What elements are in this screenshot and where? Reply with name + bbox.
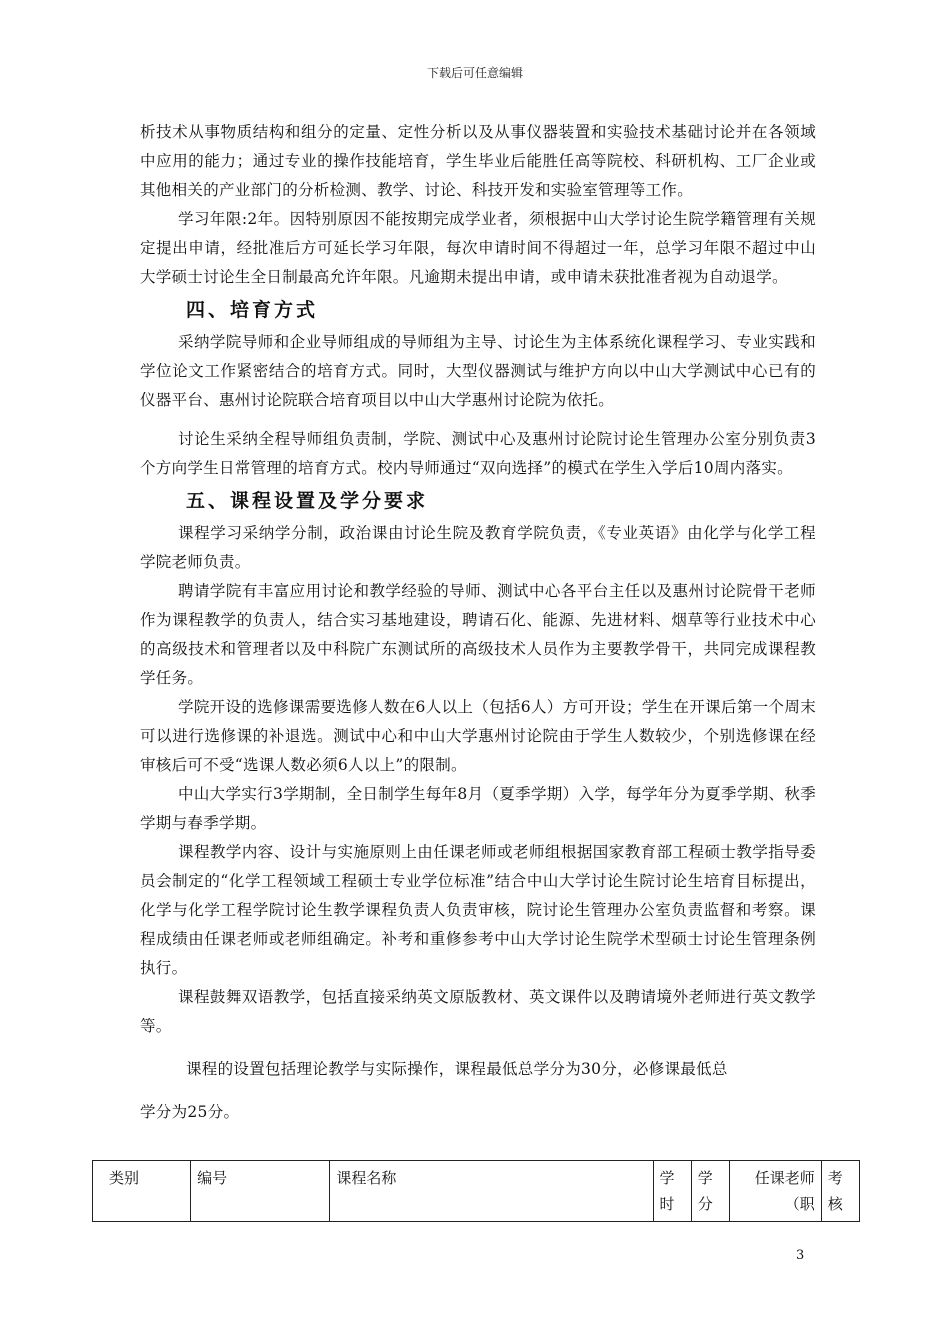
header-credits: 学分 — [691, 1161, 729, 1222]
header-course-name: 课程名称 — [330, 1161, 653, 1222]
header-hours: 学时 — [653, 1161, 691, 1222]
header-exam: 考核 — [821, 1161, 859, 1222]
course-table — [92, 1160, 860, 1222]
section-4-paragraph: 采纳学院导师和企业导师组成的导师组为主导、讨论生为主体系统化课程学习、专业实践和学位论文工作紧密结合的培育方式。同时，大型仪器测试与维护方向以中山大学测试中心已有的仪器平台、惠州讨论院联合培育项目以中山大学惠州讨论院为依托。 — [140, 333, 816, 409]
document-body — [140, 118, 816, 1127]
header-number: 编号 — [191, 1161, 330, 1222]
page-number: 3 — [796, 1248, 805, 1263]
table-header-row — [93, 1161, 860, 1222]
credit-requirement-line: 课程的设置包括理论教学与实际操作，课程最低总学分为30分，必修课最低总 — [186, 1060, 728, 1078]
header-category: 类别 — [93, 1161, 191, 1222]
header-teacher: 任课老师（职 — [729, 1161, 821, 1222]
section-5-paragraph: 课程教学内容、设计与实施原则上由任课老师或老师组根据国家教育部工程硕士教学指导委员会制定的“化学工程领域工程硕士专业学位标准”结合中山大学讨论生院讨论生培育目标提出，化学与化学工程学院讨论生教学课程负责人负责审核，院讨论生管理办公室负责监督和考察。课程成绩由任课老师或老师组确定。补考和重修参考中山大学讨论生院学术型硕士讨论生管理条例执行。 — [140, 843, 816, 977]
section-4-paragraph: 讨论生采纳全程导师组负责制，学院、测试中心及惠州讨论院讨论生管理办公室分别负责3个方向学生日常管理的培育方式。校内导师通过“双向选择”的模式在学生入学后10周内落实。 — [140, 430, 816, 477]
intro-continuation: 析技术从事物质结构和组分的定量、定性分析以及从事仪器装置和实验技术基础讨论并在各领域中应用的能力；通过专业的操作技能培育，学生毕业后能胜任高等院校、科研机构、工厂企业或其他相关的产业部门的分析检测、教学、讨论、科技开发和实验室管理等工作。 — [140, 123, 816, 199]
section-4-heading: 四、培育方式 — [186, 299, 319, 321]
section-5-paragraph: 课程鼓舞双语教学，包括直接采纳英文原版教材、英文课件以及聘请境外老师进行英文教学等。 — [140, 988, 816, 1035]
section-5-paragraph: 聘请学院有丰富应用讨论和教学经验的导师、测试中心各平台主任以及惠州讨论院骨干老师作为课程教学的负责人，结合实习基地建设，聘请石化、能源、先进材料、烟草等行业技术中心的高级技术和管理者以及中科院广东测试所的高级技术人员作为主要教学骨干，共同完成课程教学任务。 — [140, 582, 816, 687]
section-5-paragraph: 中山大学实行3学期制，全日制学生每年8月（夏季学期）入学，每学年分为夏季学期、秋季学期与春季学期。 — [140, 785, 816, 832]
credit-requirement-line: 学分为25分。 — [140, 1103, 240, 1121]
section-5-heading: 五、课程设置及学分要求 — [186, 490, 429, 512]
page-header: 下载后可任意编辑 — [426, 66, 523, 80]
study-period-paragraph: 学习年限:2年。因特别原因不能按期完成学业者，须根据中山大学讨论生院学籍管理有关规定提出申请，经批准后方可延长学习年限，每次申请时间不得超过一年，总学习年限不超过中山大学硕士讨论生全日制最高允许年限。凡逾期未提出申请，或申请未获批准者视为自动退学。 — [140, 210, 816, 286]
section-5-paragraph: 课程学习采纳学分制，政治课由讨论生院及教育学院负责，《专业英语》由化学与化学工程学院老师负责。 — [140, 524, 816, 571]
section-5-paragraph: 学院开设的选修课需要选修人数在6人以上（包括6人）方可开设；学生在开课后第一个周末可以进行选修课的补退选。测试中心和中山大学惠州讨论院由于学生人数较少，个别选修课在经审核后可不受“选课人数必须6人以上”的限制。 — [140, 698, 816, 774]
